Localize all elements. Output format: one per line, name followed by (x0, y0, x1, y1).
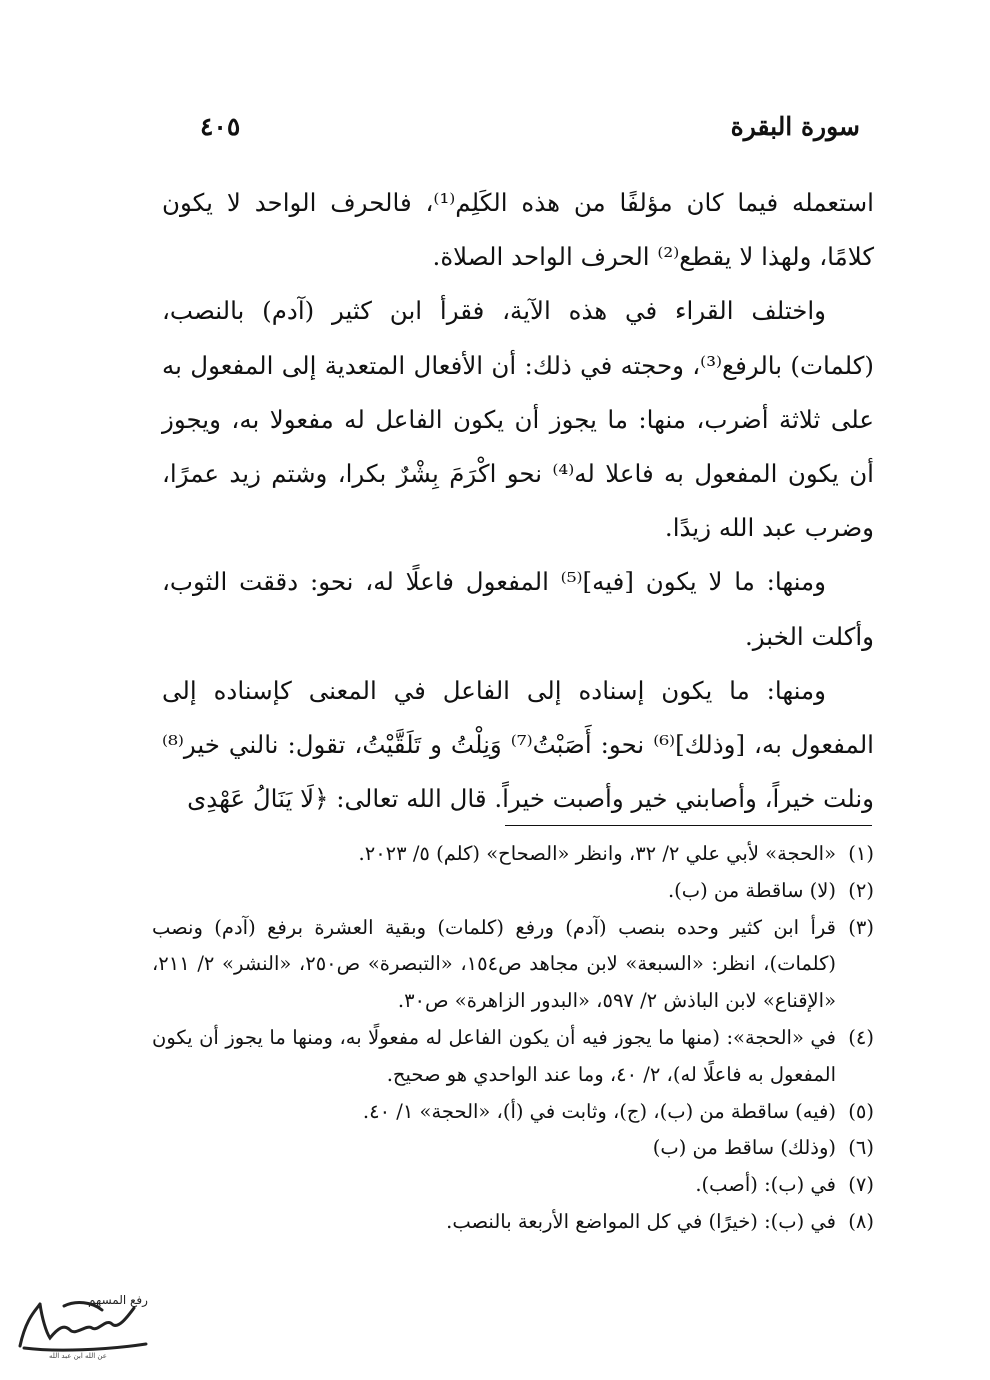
page-header (170, 112, 860, 152)
footnote-1 (152, 836, 874, 873)
paragraph-2: واختلف القراء في هذه الآية، فقرأ ابن كثير (آدم) بالنصب، (كلمات) بالرفع⁽³⁾، وحجته في ذلك: أن الأفعال المتعدية إلى المفعول به على ثلاثة أضرب، منها: ما يجوز أن يكون الفاعل له مفعولا به، ويجوز أن يكون المفعول به فاعلا له⁽⁴⁾ نحو اكْرَمَ بِشْرٌ بكرا، وشتم زيد عمرًا، وضرب عبد الله زيدًا. (162, 296, 874, 543)
footnote-text: في (ب): (أصب). (695, 1173, 836, 1197)
footnote-number: (٧) (848, 1173, 874, 1197)
page-number: ٤٠٥ (200, 112, 241, 141)
footnote-number: (١) (848, 842, 874, 865)
logo-subtext: عن الله ابن عبد الله (49, 1352, 107, 1360)
paragraph-1: استعمله فيما كان مؤلفًا من هذه الكَلِم⁽¹⁾، فالحرف الواحد لا يكون كلامًا، ولهذا لا يقطع⁽²⁾ الحرف الواحد الصلاة. (162, 188, 874, 272)
footnote-3 (152, 910, 874, 1020)
footnote-number: (٨) (848, 1209, 874, 1233)
footnote-number: (٢) (848, 878, 874, 902)
footnote-2 (152, 873, 874, 910)
footnote-5 (152, 1094, 874, 1131)
footnote-number: (٣) (848, 915, 874, 939)
footnote-number: (٥) (848, 1099, 874, 1123)
footnote-text: قرأ ابن كثير وحده بنصب (آدم) ورفع (كلمات) وبقية العشرة برفع (آدم) ونصب (كلمات)، انظر: «السبعة» لابن مجاهد ص١٥٤، «التبصرة» ص٢٥٠، «النشر» ٢/ ٢١١، «الإقناع» لابن الباذش ٢/ ٥٩٧، «البدور الزاهرة» ص٣٠. (152, 915, 837, 1013)
footnote-text: في (ب): (خيرًا) في كل المواضع الأربعة بالنصب. (446, 1209, 836, 1233)
footnote-number: (٤) (848, 1025, 874, 1049)
footnote-text: (وذلك) ساقط من (ب) (652, 1136, 836, 1160)
footnote-6 (152, 1130, 874, 1167)
footnote-8 (152, 1204, 874, 1241)
paragraph-3: ومنها: ما لا يكون [فيه]⁽⁵⁾ المفعول فاعلًا له، نحو: دققت الثوب، وأكلت الخبز. (162, 567, 874, 651)
footnote-7 (152, 1167, 874, 1204)
footnote-text: (فيه) ساقطة من (ب)، (ج)، وثابت في (أ)، «الحجة» ١/ ٤٠. (362, 1099, 836, 1123)
footnote-number: (٦) (848, 1136, 874, 1160)
footnote-text: في «الحجة»: (منها ما يجوز فيه أن يكون الفاعل له مفعولًا به، ومنها ما يجوز أن يكون المفعول به فاعلًا له)، ٢/ ٤٠، وما عند الواحدي هو صحيح. (152, 1025, 836, 1086)
footnote-text: «الحجة» لأبي علي ٢/ ٣٢، وانظر «الصحاح» (كلم) ٥/ ٢٠٢٣. (358, 842, 836, 865)
footnote-separator (505, 825, 872, 826)
footnotes (152, 836, 874, 1241)
logo-text: رفع المسهم (88, 1293, 148, 1307)
publisher-logo (6, 1288, 156, 1360)
paragraph-4: ومنها: ما يكون إسناده إلى الفاعل في المعنى كإسناده إلى المفعول به، [وذلك]⁽⁶⁾ نحو: أَصَبْتُ⁽⁷⁾ وَنِلْتُ و تَلَقَّيْتُ، تقول: نالني خير⁽⁸⁾ ونلت خيراً، وأصابني خير وأصبت خيراً. قال الله تعالى: ﴿لَا يَنَالُ عَهْدِى (162, 675, 874, 814)
footnote-4 (152, 1020, 874, 1094)
surah-title: سورة البقرة (730, 112, 860, 141)
footnote-text: (لا) ساقطة من (ب). (667, 878, 836, 902)
main-text (162, 176, 874, 826)
